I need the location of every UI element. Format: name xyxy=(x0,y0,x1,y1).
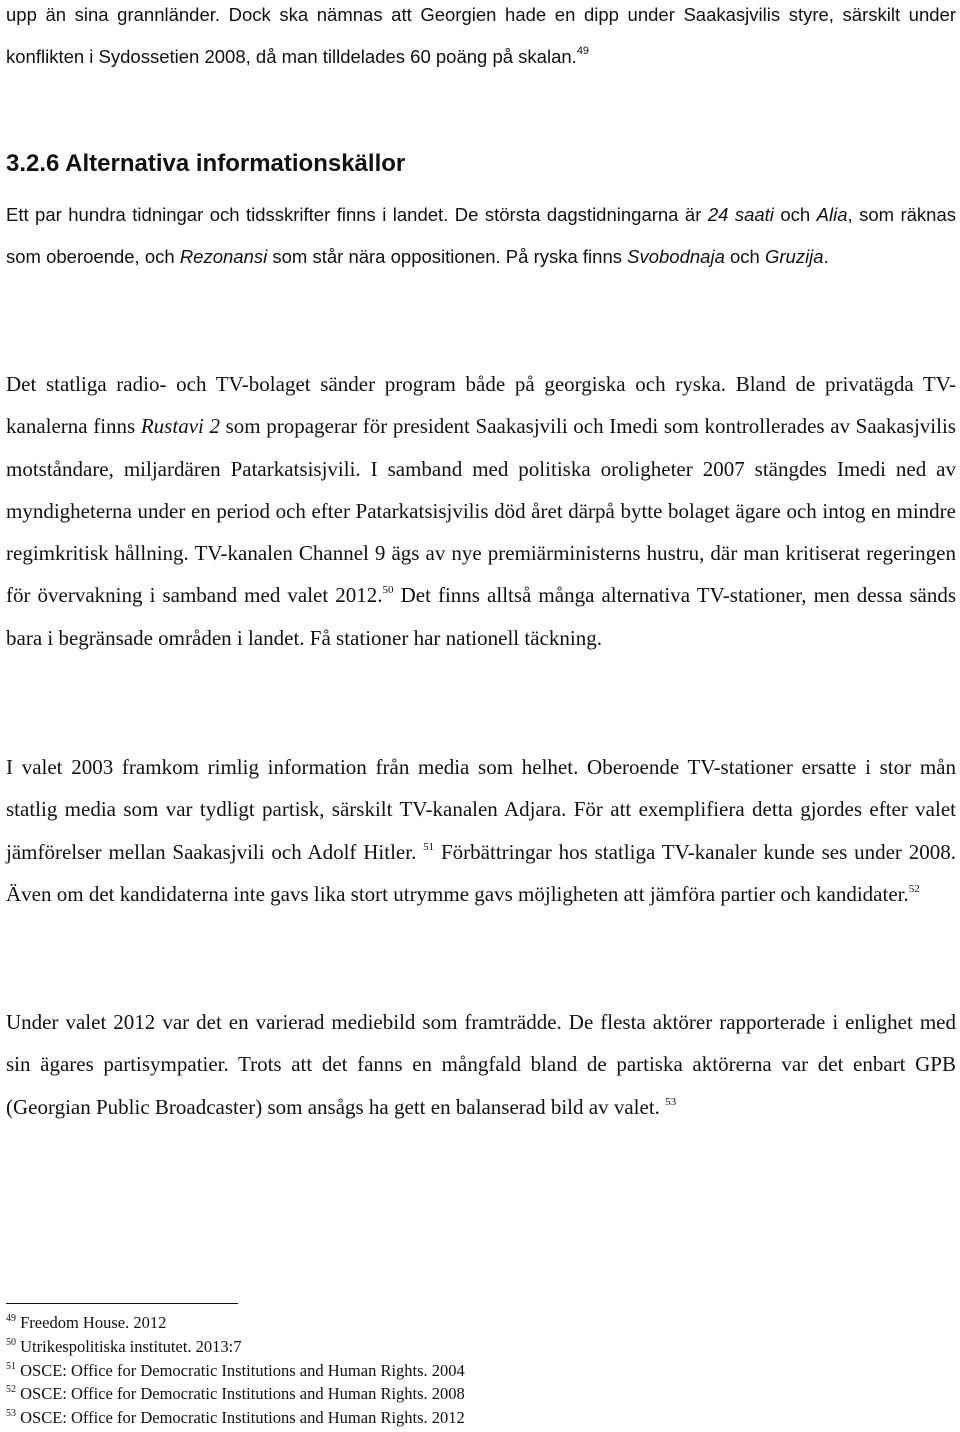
paragraph-newspapers: Ett par hundra tidningar och tidsskrifter finns i landet. De största dagstidningarna är 24 saati och Alia, som räknas som oberoende, och Rezonansi som står nära oppositionen. På ryska finns Svobodnaja och Gruzija. xyxy=(6,204,957,268)
newspaper-name: Rezonansi xyxy=(179,246,268,268)
paragraph-top-continuation: upp än sina grannländer. Dock ska nämnas att Georgien hade en dipp under Saakasjvilis styre, särskilt under konflikten i Sydossetien 2008, då man tilldelades 60 poäng på skalan.$^{49}$ xyxy=(6,4,956,68)
footnote: $^{50}$ Utrikespolitiska institutet. 2013:7 xyxy=(6,1336,242,1356)
footnote-ref-49: 49 xyxy=(576,45,590,58)
paragraph-election-2003: I valet 2003 framkom rimlig information från media som helhet. Oberoende TV-stationer ersatte i stor mån statlig media som var tydligt partisk, särskilt TV-kanalen Adjara. För att exemplifiera detta gjordes efter valet jämförelser mellan Saakasjvili och Adolf Hitler. $^{51}$ Förbättringar hos statliga TV-kanaler kunde ses under 2008. Även om det kandidaterna inte gavs lika stort utrymme gavs möjligheten att jämföra partier och kandidater.$^{52}$ xyxy=(6,755,956,906)
channel-name: Rustavi 2 xyxy=(140,414,220,439)
footnotes-list xyxy=(6,1311,465,1430)
footnote: $^{52}$ OSCE: Office for Democratic Institutions and Human Rights. 2008 xyxy=(6,1384,465,1404)
footnote: $^{51}$ OSCE: Office for Democratic Institutions and Human Rights. 2004 xyxy=(6,1360,465,1380)
footnote: $^{49}$ Freedom House. 2012 xyxy=(6,1313,167,1332)
newspaper-name: Svobodnaja xyxy=(627,246,725,268)
footnote-ref-53: 53 xyxy=(665,1095,677,1108)
newspaper-name: 24 saati xyxy=(707,204,774,225)
section-heading: 3.2.6 Alternativa informationskällor xyxy=(6,150,406,177)
newspaper-name: Gruzija xyxy=(764,246,824,268)
footnote: $^{53}$ OSCE: Office for Democratic Institutions and Human Rights. 2012 xyxy=(6,1408,465,1428)
newspaper-name: Alia xyxy=(816,204,848,225)
footnote-ref-52: 52 xyxy=(908,882,920,895)
footnote-separator xyxy=(6,1303,238,1304)
footnote-ref-50: 50 xyxy=(382,584,394,597)
paragraph-tv-channels: Det statliga radio- och TV-bolaget sänder program både på georgiska och ryska. Bland de privatägda TV-kanalerna finns Rustavi 2 som propagerar för president Saakasjvili och Imedi som kontrollerades av Saakasjvilis motståndare, miljardären Patarkatsisjvili. I samband med politiska oroligheter 2007 stängdes Imedi ned av myndigheterna under en period och efter Patarkatsisjvilis död året därpå bytte bolaget ägare och intog en mindre regimkritisk hållning. TV-kanalen Channel 9 ägs av nye premiärministerns hustru, där man kritiserat regeringen för övervakning i samband med valet 2012.50 Det finns alltså många alternativa TV-stationer, men dessa sänds bara i begränsade områden i landet. Få stationer har nationell täckning. xyxy=(6,372,957,650)
paragraph-election-2012: Under valet 2012 var det en varierad mediebild som framträdde. De flesta aktörer rapporterade i enlighet med sin ägares partisympatier. Trots att det fanns en mångfald bland de partiska aktörerna var det enbart GPB (Georgian Public Broadcaster) som ansågs ha gett en balanserad bild av valet. $^{53}$ xyxy=(6,1010,956,1119)
footnote-ref-51: 51 xyxy=(423,840,435,853)
